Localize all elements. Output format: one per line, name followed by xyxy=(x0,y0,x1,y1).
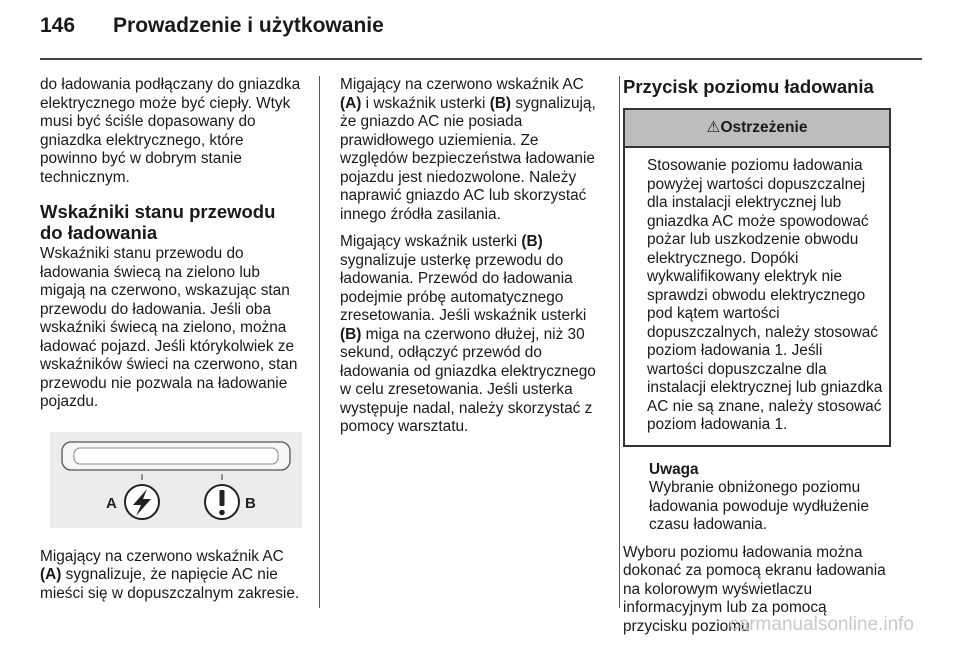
indicator-panel-illustration xyxy=(50,432,302,528)
label-b: B xyxy=(245,494,256,512)
section-heading-cable-status: Wskaźniki stanu przewodu do ładowania xyxy=(40,201,276,243)
note-box xyxy=(623,461,891,535)
lightning-icon xyxy=(125,485,159,519)
warning-header xyxy=(625,110,889,148)
text-run: i wskaźnik usterki xyxy=(365,94,486,112)
warning-triangle-icon: ⚠ xyxy=(706,119,721,136)
paragraph xyxy=(40,548,302,604)
warning-title: Ostrzeżenie xyxy=(720,119,808,136)
column-divider xyxy=(619,76,620,608)
column-middle xyxy=(340,76,604,446)
column-divider xyxy=(319,76,320,608)
section-heading-charge-level: Przycisk poziomu ładowania xyxy=(623,76,874,97)
page-number: 146 xyxy=(40,14,76,37)
text-run: Migający na czerwono wskaźnik AC xyxy=(40,547,284,565)
text-run: Migający wskaźnik usterki xyxy=(340,233,518,250)
text-run: miga na czerwono dłużej, niż 30 sekund, odłączyć przewód do ładowania od gniazdka elektrycznego w celu zresetowania. Jeśli usterka występuje nadal, należy skorzystać z pomocy warsztatu. xyxy=(340,325,596,435)
charging-cable-indicator-figure xyxy=(50,432,302,528)
note-title: Uwaga xyxy=(649,460,699,478)
column-left xyxy=(40,76,302,612)
paragraph xyxy=(340,233,604,437)
paragraph: Wyboru poziomu ładowania można dokonać za pomocą ekranu ładowania na kolorowym wyświetlaczu informacyjnym lub za pomocą przycisku poziomu xyxy=(623,543,886,635)
warning-box xyxy=(623,108,891,447)
column-right xyxy=(623,76,891,645)
reference-a: (A) xyxy=(340,94,362,112)
text-run: sygnalizuje, że napięcie AC nie mieści się w dopuszczalnym zakresie. xyxy=(40,566,300,602)
warning-text: Stosowanie poziomu ładowania powyżej wartości dopuszczalnej dla instalacji elektrycznej lub gniazdka AC może spowodować pożar lub uszkodzenie obwodu elektrycznego. Dopóki wykwalifikowany elektryk nie sprawdzi obwodu elektrycznego pod kątem wartości dopuszczalnych, należy stosować poziom ładowania 1. Jeśli wartości dopuszczalne dla instalacji elektrycznej lub gniazdka AC nie są znane, należy stosować poziom ładowania 1. xyxy=(647,157,883,433)
page-header xyxy=(40,14,384,38)
header-divider xyxy=(40,58,922,60)
reference-b: (B) xyxy=(521,233,543,250)
paragraph xyxy=(340,76,604,224)
exclamation-icon xyxy=(205,485,239,519)
text-run: Migający na czerwono wskaźnik AC xyxy=(340,76,584,93)
watermark: carmanualsonline.info xyxy=(729,614,914,635)
reference-b: (B) xyxy=(340,325,362,343)
page-title: Prowadzenie i użytkowanie xyxy=(113,14,384,37)
text-run: sygnalizuje usterkę przewodu do ładowania. Przewód do ładowania podejmie próbę automatycznego zresetowania. Jeśli wskaźnik usterki xyxy=(340,251,587,324)
note-text: Wybranie obniżonego poziomu ładowania powoduje wydłużenie czasu ładowania. xyxy=(649,479,869,533)
panel-display-window xyxy=(74,448,278,464)
label-a: A xyxy=(106,494,117,512)
text-run: sygnalizują, że gniazdo AC nie posiada prawidłowego uziemienia. Ze względów bezpieczeństwa ładowanie pojazdu jest niedozwolone. Należy naprawić gniazdo AC lub skorzystać innego źródła zasilania. xyxy=(340,94,596,223)
reference-b: (B) xyxy=(489,94,512,112)
reference-a: (A) xyxy=(40,566,62,583)
paragraph: Wskaźniki stanu przewodu do ładowania świecą na zielono lub migają na czerwono, wskazując stan przewodu do ładowania. Jeśli oba wskaźniki świecą na zielono, można ładować pojazd. Jeśli którykolwiek ze wskaźników świeci na czerwono, stan przewodu nie pozwala na ładowanie pojazdu. xyxy=(40,245,298,410)
paragraph: do ładowania podłączany do gniazdka elektrycznego może być ciepły. Wtyk musi być ściśle dopasowany do gniazdka elektrycznego, które powinno być w dobrym stanie technicznym. xyxy=(40,76,301,186)
